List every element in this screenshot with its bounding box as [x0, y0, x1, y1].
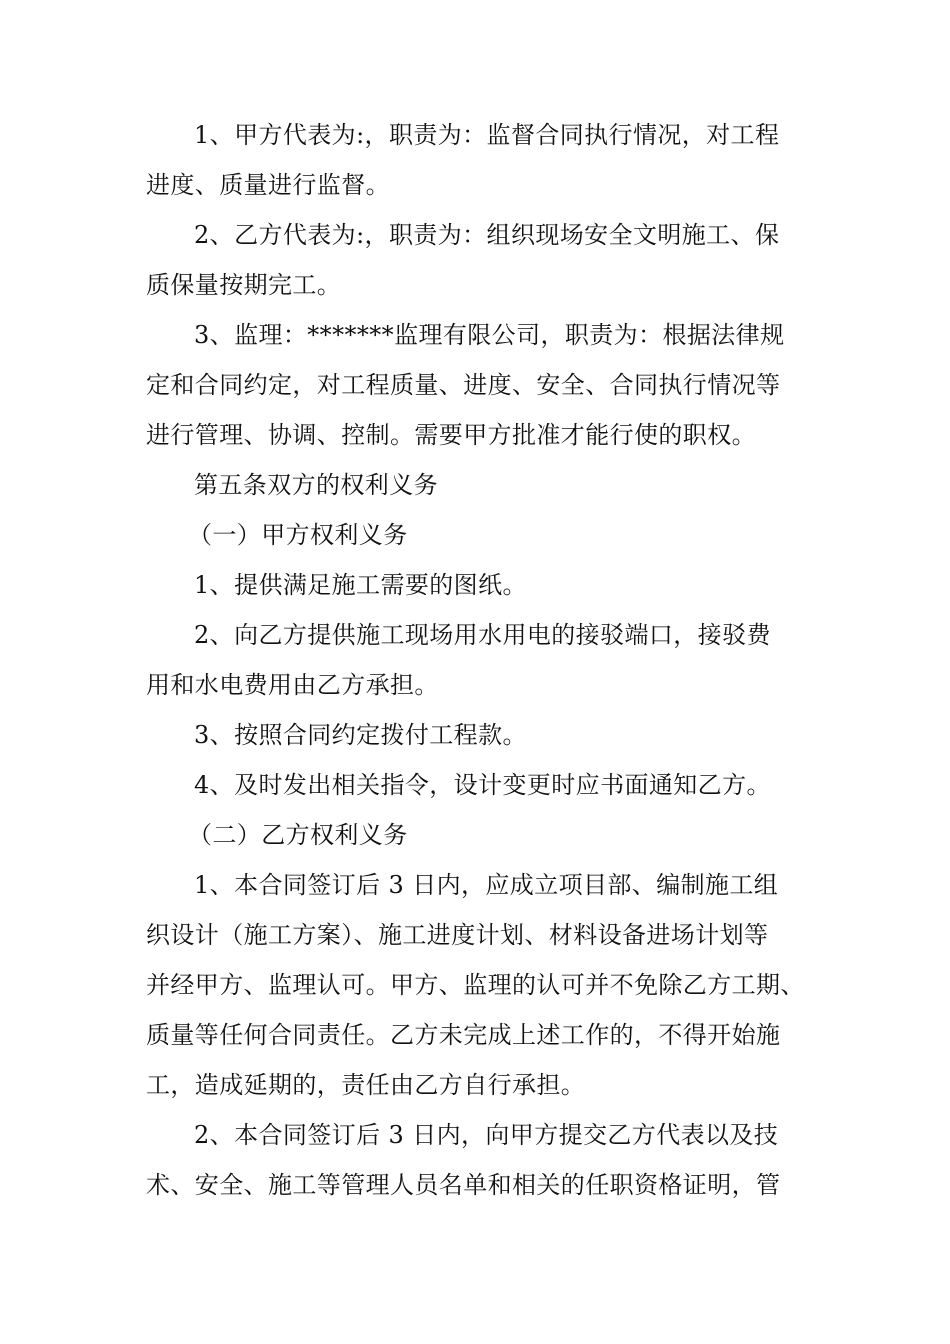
paragraph-line: 1、甲方代表为:，职责为：监督合同执行情况，对工程: [194, 121, 780, 149]
subsection-heading: （一）甲方权利义务: [188, 521, 408, 549]
paragraph-line: 3、按照合同约定拨付工程款。: [194, 721, 527, 749]
paragraph-line: 进行管理、协调、控制。需要甲方批准才能行使的职权。: [146, 421, 756, 449]
paragraph-line: 并经甲方、监理认可。甲方、监理的认可并不免除乙方工期、: [146, 971, 805, 999]
paragraph-line: 4、及时发出相关指令，设计变更时应书面通知乙方。: [194, 771, 771, 799]
paragraph-line: 2、本合同签订后 3 日内，向甲方提交乙方代表以及技: [194, 1121, 779, 1149]
paragraph-line: 3、监理：*******监理有限公司，职责为：根据法律规: [194, 321, 785, 349]
paragraph-line: 质保量按期完工。: [146, 271, 342, 299]
paragraph-line: 1、本合同签订后 3 日内，应成立项目部、编制施工组: [194, 871, 779, 899]
section-heading: 第五条双方的权利义务: [194, 471, 438, 499]
paragraph-line: 1、提供满足施工需要的图纸。: [194, 571, 527, 599]
paragraph-line: 定和合同约定，对工程质量、进度、安全、合同执行情况等: [146, 371, 781, 399]
paragraph-line: 质量等任何合同责任。乙方未完成上述工作的，不得开始施: [146, 1021, 781, 1049]
subsection-heading: （二）乙方权利义务: [188, 821, 408, 849]
paragraph-line: 工，造成延期的，责任由乙方自行承担。: [146, 1071, 586, 1099]
paragraph-line: 2、向乙方提供施工现场用水用电的接驳端口，接驳费: [194, 621, 771, 649]
paragraph-line: 进度、质量进行监督。: [146, 171, 390, 199]
paragraph-line: 织设计（施工方案）、施工进度计划、材料设备进场计划等: [146, 921, 769, 949]
paragraph-line: 用和水电费用由乙方承担。: [146, 671, 439, 699]
paragraph-line: 2、乙方代表为:，职责为：组织现场安全文明施工、保: [194, 221, 780, 249]
paragraph-line: 术、安全、施工等管理人员名单和相关的任职资格证明，管: [146, 1171, 781, 1199]
